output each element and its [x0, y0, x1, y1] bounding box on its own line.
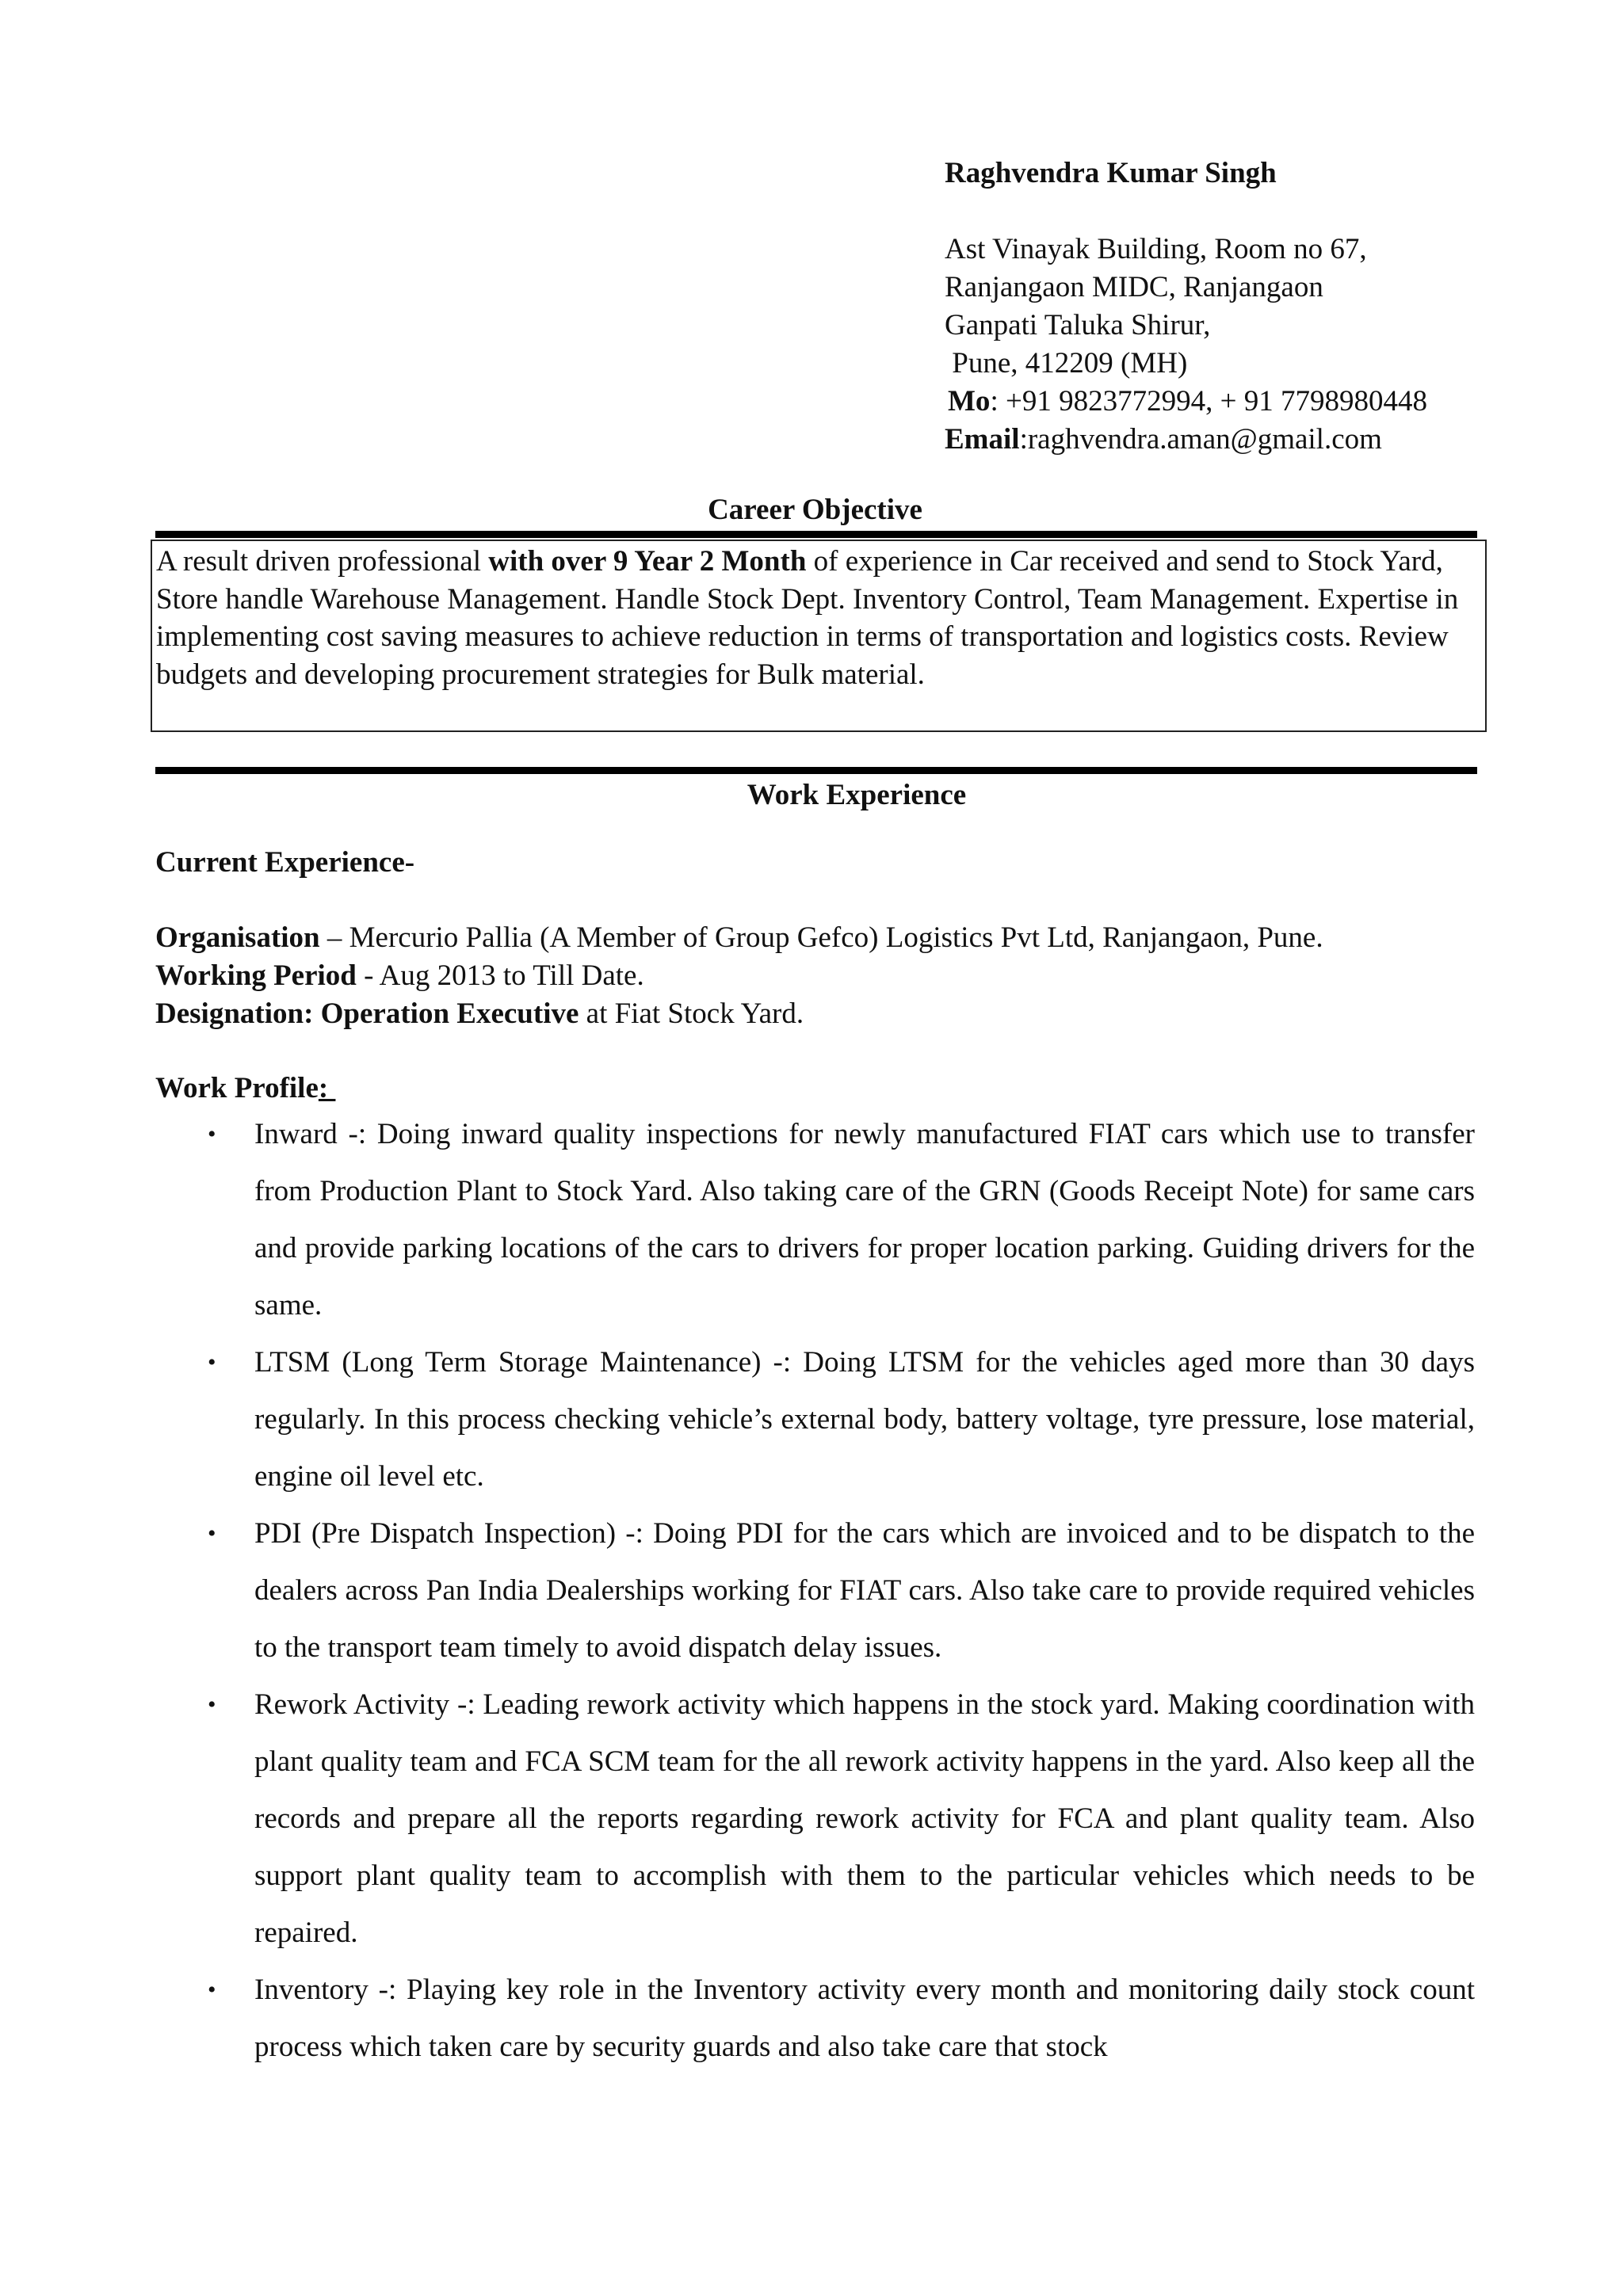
- organisation-value: – Mercurio Pallia (A Member of Group Gefco) Logistics Pvt Ltd, Ranjangaon, Pune.: [319, 921, 1323, 954]
- duty-text: PDI (Pre Dispatch Inspection) -: Doing PDI for the cars which are invoiced and to be dispatch to the dealers across Pan India Dealerships working for FIAT cars. Also take care to provide required vehicles to the transport team timely to avoid dispatch delay issues.: [254, 1517, 1475, 1664]
- list-item: [155, 1676, 1475, 1962]
- address-line: Ast Vinayak Building, Room no 67,: [945, 233, 1367, 265]
- working-period-label: Working Period: [155, 959, 357, 992]
- list-item: [155, 1334, 1475, 1505]
- career-objective-title: Career Objective: [708, 494, 922, 526]
- contact-header: [945, 154, 1594, 459]
- bullet-icon: •: [208, 1977, 216, 2003]
- objective-text-bold: with over 9 Year 2 Month: [488, 545, 807, 578]
- duty-text: Rework Activity -: Leading rework activity which happens in the stock yard. Making coordination with plant quality team and FCA SCM team for the all rework activity happens in the yard. Also keep all the records and prepare all the reports regarding rework activity for FCA and plant quality team. Also support plant quality team to accomplish with them to the particular vehicles which needs to be repaired.: [254, 1688, 1475, 1949]
- objective-text-end: of experience in Car received and send to Stock Yard, Store handle Warehouse Management. Handle Stock Dept. Inventory Control, Team Management. Expertise in implementing cost saving measures to achieve reduction in terms of transportation and logistics costs. Review budgets and developing procurement strategies for Bulk material.: [156, 545, 1466, 691]
- section-divider: [155, 531, 1477, 538]
- bullet-icon: •: [208, 1121, 216, 1147]
- work-profile-colon: :: [318, 1072, 336, 1104]
- working-period-line: [155, 957, 1323, 995]
- address-line: Ranjangaon MIDC, Ranjangaon: [945, 271, 1323, 303]
- list-item: [155, 1962, 1475, 2076]
- section-divider: [155, 767, 1477, 774]
- candidate-name: Raghvendra Kumar Singh: [945, 157, 1277, 189]
- address-line: Pune, 412209 (MH): [945, 347, 1188, 379]
- list-item: [155, 1106, 1475, 1334]
- organisation-line: [155, 919, 1323, 957]
- work-profile-list: [155, 1106, 1475, 2076]
- career-objective-box: [151, 540, 1487, 732]
- email-value: :raghvendra.aman@gmail.com: [1019, 423, 1382, 456]
- mobile-line: [945, 383, 1594, 421]
- work-experience-title: Work Experience: [747, 779, 967, 811]
- bullet-icon: •: [208, 1349, 216, 1375]
- designation-label: Designation: Operation Executive: [155, 997, 579, 1030]
- list-item: [155, 1505, 1475, 1676]
- current-experience-label: Current Experience-: [155, 846, 415, 879]
- duty-text: Inventory -: Playing key role in the Inventory activity every month and monitoring daily stock count process which taken care by security guards and also take care that stock: [254, 1974, 1475, 2063]
- email-label: Email: [945, 423, 1020, 456]
- organisation-details: [155, 919, 1323, 1033]
- mobile-value: : +91 9823772994, + 91 7798980448: [990, 385, 1427, 418]
- duty-text: LTSM (Long Term Storage Maintenance) -: Doing LTSM for the vehicles aged more than 30 days regularly. In this process checking vehicle’s external body, battery voltage, tyre pressure, lose material, engine oil level etc.: [254, 1346, 1475, 1493]
- working-period-value: - Aug 2013 to Till Date.: [356, 959, 644, 992]
- work-profile-text: Work Profile: [155, 1072, 319, 1104]
- address-line: Ganpati Taluka Shirur,: [945, 309, 1211, 341]
- designation-line: [155, 995, 1323, 1033]
- bullet-icon: •: [208, 1691, 216, 1718]
- work-profile-label: [155, 1070, 335, 1108]
- duty-text: Inward -: Doing inward quality inspections for newly manufactured FIAT cars which use to transfer from Production Plant to Stock Yard. Also taking care of the GRN (Goods Receipt Note) for same cars and provide parking locations of the cars to drivers for proper location parking. Guiding drivers for the same.: [254, 1118, 1475, 1322]
- mobile-label: Mo: [948, 385, 991, 418]
- bullet-icon: •: [208, 1520, 216, 1547]
- objective-text-start: A result driven professional: [156, 545, 489, 578]
- designation-value: at Fiat Stock Yard.: [579, 997, 804, 1030]
- organisation-label: Organisation: [155, 921, 320, 954]
- email-line: [945, 421, 1594, 459]
